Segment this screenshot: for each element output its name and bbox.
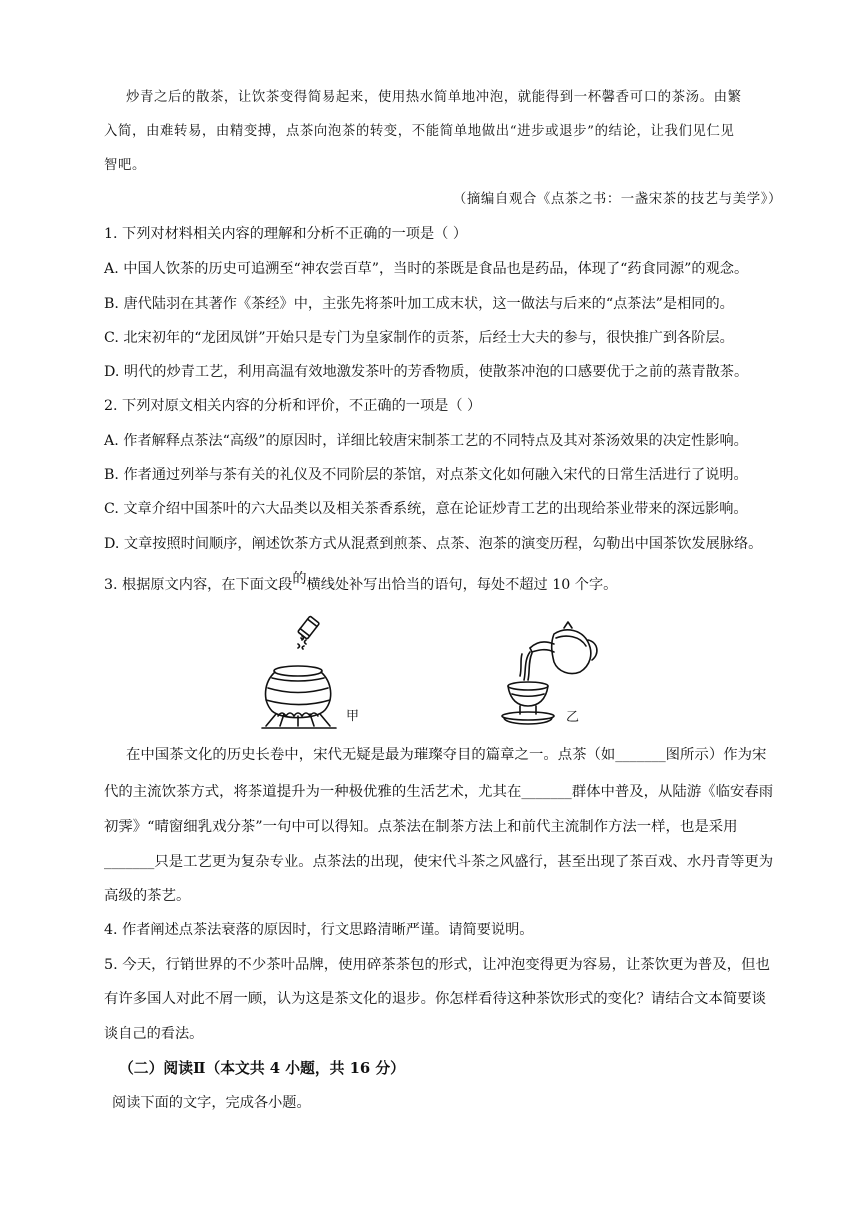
question-5-line-1: 5. 今天，行销世界的不少茶叶品牌，使用碎茶茶包的形式，让冲泡变得更为容易，让茶饮更为普及，但也	[104, 957, 770, 973]
source-citation: （摘编自观合《点茶之书：一盏宋茶的技艺与美学》）	[452, 192, 782, 207]
section-2-heading: （二）阅读Ⅱ（本文共 4 小题，共 16 分）	[119, 1060, 405, 1077]
question-1-option-c: C. 北宋初年的“龙团凤饼”开始只是专门为皇家制作的贡茶，后经士大夫的参与，很快推广到各阶层。	[104, 330, 734, 346]
label-yi: 乙	[566, 710, 580, 725]
question-2-option-b: B. 作者通过列举与茶有关的礼仪及不同阶层的茶馆，对点茶文化如何融入宋代的日常生活进行了说明。	[104, 467, 748, 483]
intro-line-1: 炒青之后的散茶，让饮茶变得简易起来，使用热水简单地冲泡，就能得到一杯馨香可口的茶汤。由繁	[126, 90, 742, 105]
question-1-option-b: B. 唐代陆羽在其著作《茶经》中，主张先将茶叶加工成末状，这一做法与后来的“点茶法”是相同的。	[104, 296, 734, 312]
question-2-option-a: A. 作者解释点茶法“高级”的原因时，详细比较唐宋制茶工艺的不同特点及其对茶汤效果的决定性影响。	[104, 433, 748, 449]
question-1-option-d: D. 明代的炒青工艺，利用高温有效地激发茶叶的芳香物质，使散茶冲泡的口感要优于之前的蒸青散茶。	[104, 364, 749, 380]
question-5-line-2: 有许多国人对此不屑一顾，认为这是茶文化的退步。你怎样看待这种茶饮形式的变化？请结合文本简要谈	[104, 991, 766, 1007]
question-2-option-c: C. 文章介绍中国茶叶的六大品类以及相关茶香系统，意在论证炒青工艺的出现给茶业带来的深远影响。	[104, 501, 748, 517]
label-jia: 甲	[346, 709, 360, 724]
question-2-stem: 2. 下列对原文相关内容的分析和评价，不正确的一项是（ ）	[104, 398, 482, 414]
question-1-option-a: A. 中国人饮茶的历史可追溯至“神农尝百草”，当时的茶既是食品也是药品，体现了“药食同源”的观念。	[104, 261, 749, 277]
question-3-passage-line-3: 初霁》“晴窗细乳戏分茶”一句中可以得知。点茶法在制茶方法上和前代主流制作方法一样，也是采用	[104, 819, 738, 835]
question-3-stem-de: 的	[292, 571, 307, 587]
question-3-stem: 3. 根据原文内容，在下面文段的横线处补写出恰当的语句，每处不超过 10 个字。	[104, 571, 618, 593]
question-3-passage-line-1: 在中国茶文化的历史长卷中，宋代无疑是最为璀璨夺目的篇章之一。点茶（如_______图所示）作为宋	[126, 747, 767, 763]
illustration-yi-ewer-cup	[494, 620, 604, 732]
question-4-stem: 4. 作者阐述点茶法衰落的原因时，行文思路清晰严谨。请简要说明。	[104, 922, 534, 938]
question-3-passage-line-5: 高级的茶艺。	[104, 888, 191, 904]
section-2-instruction: 阅读下面的文字，完成各小题。	[112, 1095, 311, 1111]
intro-line-2: 入简，由难转易，由精变搏，点茶向泡茶的转变，不能简单地做出“进步或退步”的结论，让我们见仁见	[104, 124, 735, 139]
question-3-passage-line-4: _______只是工艺更为复杂专业。点茶法的出现，使宋代斗茶之风盛行，甚至出现了茶百戏、水丹青等更为	[104, 854, 774, 870]
question-2-option-d: D. 文章按照时间顺序，阐述饮茶方式从混煮到煎茶、点茶、泡茶的演变历程，勾勒出中国茶饮发展脉络。	[104, 536, 763, 552]
question-3-passage-line-2: 代的主流饮茶方式，将茶道提升为一种极优雅的生活艺术，尤其在_______群体中普及，从陆游《临安春雨	[104, 784, 774, 800]
question-1-stem: 1. 下列对材料相关内容的理解和分析不正确的一项是（ ）	[104, 226, 468, 242]
question-5-line-3: 谈自己的看法。	[104, 1026, 204, 1042]
intro-line-3: 智吧。	[104, 158, 146, 173]
